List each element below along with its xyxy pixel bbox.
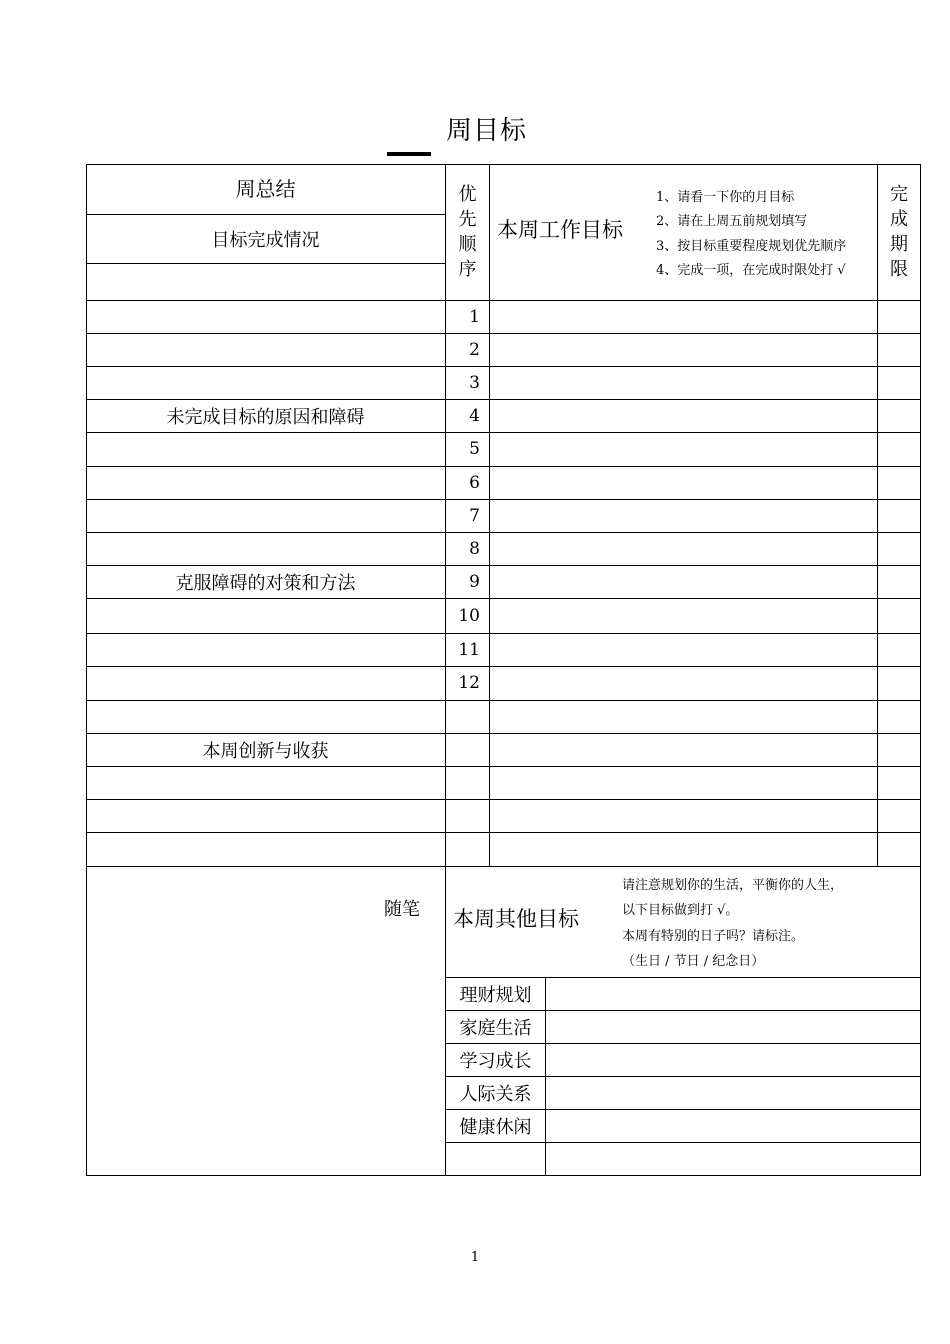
deadline-header xyxy=(878,182,920,282)
priority-number: 5 xyxy=(469,439,480,459)
row-line xyxy=(86,700,921,701)
page-number: 1 xyxy=(470,1250,480,1265)
instruction-item: 3、按目标重要程度规划优先顺序 xyxy=(656,239,847,254)
row-line xyxy=(86,300,921,301)
note-line: 本周有特别的日子吗？请标注。 xyxy=(622,929,805,944)
row-line xyxy=(86,633,921,634)
deadline-header-text: 完成期限 xyxy=(890,184,908,280)
border-bottom xyxy=(86,1175,921,1176)
category-relationships: 人际关系 xyxy=(459,1083,532,1105)
border-right xyxy=(920,164,921,1176)
note-line: 请注意规划你的生活，平衡你的人生， xyxy=(622,878,844,893)
instruction-item: 2、请在上周五前规划填写 xyxy=(656,214,808,229)
goal-completion-label: 目标完成情况 xyxy=(211,229,320,251)
priority-number: 11 xyxy=(458,639,480,660)
category-finance: 理财规划 xyxy=(459,984,532,1006)
innovation-label: 本周创新与收获 xyxy=(202,740,329,762)
row-line xyxy=(86,466,921,467)
priority-header xyxy=(446,182,489,282)
row-line xyxy=(86,366,921,367)
instruction-item: 4、完成一项，在完成时限处打 √ xyxy=(656,263,846,278)
row-line xyxy=(86,799,921,800)
priority-header-text: 优先顺序 xyxy=(458,184,477,280)
priority-number: 1 xyxy=(469,306,480,327)
row-line xyxy=(86,333,921,334)
category-learning: 学习成长 xyxy=(459,1050,532,1072)
category-family: 家庭生活 xyxy=(459,1017,532,1039)
instruction-item: 1、请看一下你的月目标 xyxy=(656,190,795,205)
priority-number: 12 xyxy=(458,673,480,693)
other-goals-header: 本周其他目标 xyxy=(453,907,579,931)
work-goals-header: 本周工作目标 xyxy=(497,218,623,242)
row-line xyxy=(86,766,921,767)
page-title: 周目标 xyxy=(446,116,528,146)
row-line xyxy=(86,532,921,533)
row-line xyxy=(86,598,921,599)
title-blank-underline xyxy=(387,152,431,156)
obstacles-label: 未完成目标的原因和障碍 xyxy=(166,406,365,428)
row-line xyxy=(86,432,921,433)
priority-number: 3 xyxy=(469,372,480,393)
category-health: 健康休闲 xyxy=(459,1116,532,1138)
priority-number: 6 xyxy=(469,472,480,493)
priority-number: 9 xyxy=(469,571,480,592)
border-left xyxy=(86,164,87,1176)
priority-number: 2 xyxy=(469,339,480,360)
header-line-2 xyxy=(86,263,446,264)
priority-number: 8 xyxy=(469,538,480,559)
row-line xyxy=(445,1142,921,1143)
row-line xyxy=(86,666,921,667)
weekly-summary-header: 周总结 xyxy=(235,176,296,201)
divider-priority-column xyxy=(489,164,490,866)
priority-number: 4 xyxy=(469,405,480,426)
notes-label: 随笔 xyxy=(384,899,420,920)
priority-number: 7 xyxy=(469,505,480,526)
countermeasures-label: 克服障碍的对策和方法 xyxy=(175,572,356,594)
row-line xyxy=(86,866,921,867)
row-line xyxy=(86,499,921,500)
note-line: 以下目标做到打 √。 xyxy=(622,903,739,918)
title-area xyxy=(0,110,950,160)
priority-number: 10 xyxy=(458,605,480,626)
row-line xyxy=(86,832,921,833)
note-line: （生日 / 节日 / 纪念日） xyxy=(622,954,765,969)
